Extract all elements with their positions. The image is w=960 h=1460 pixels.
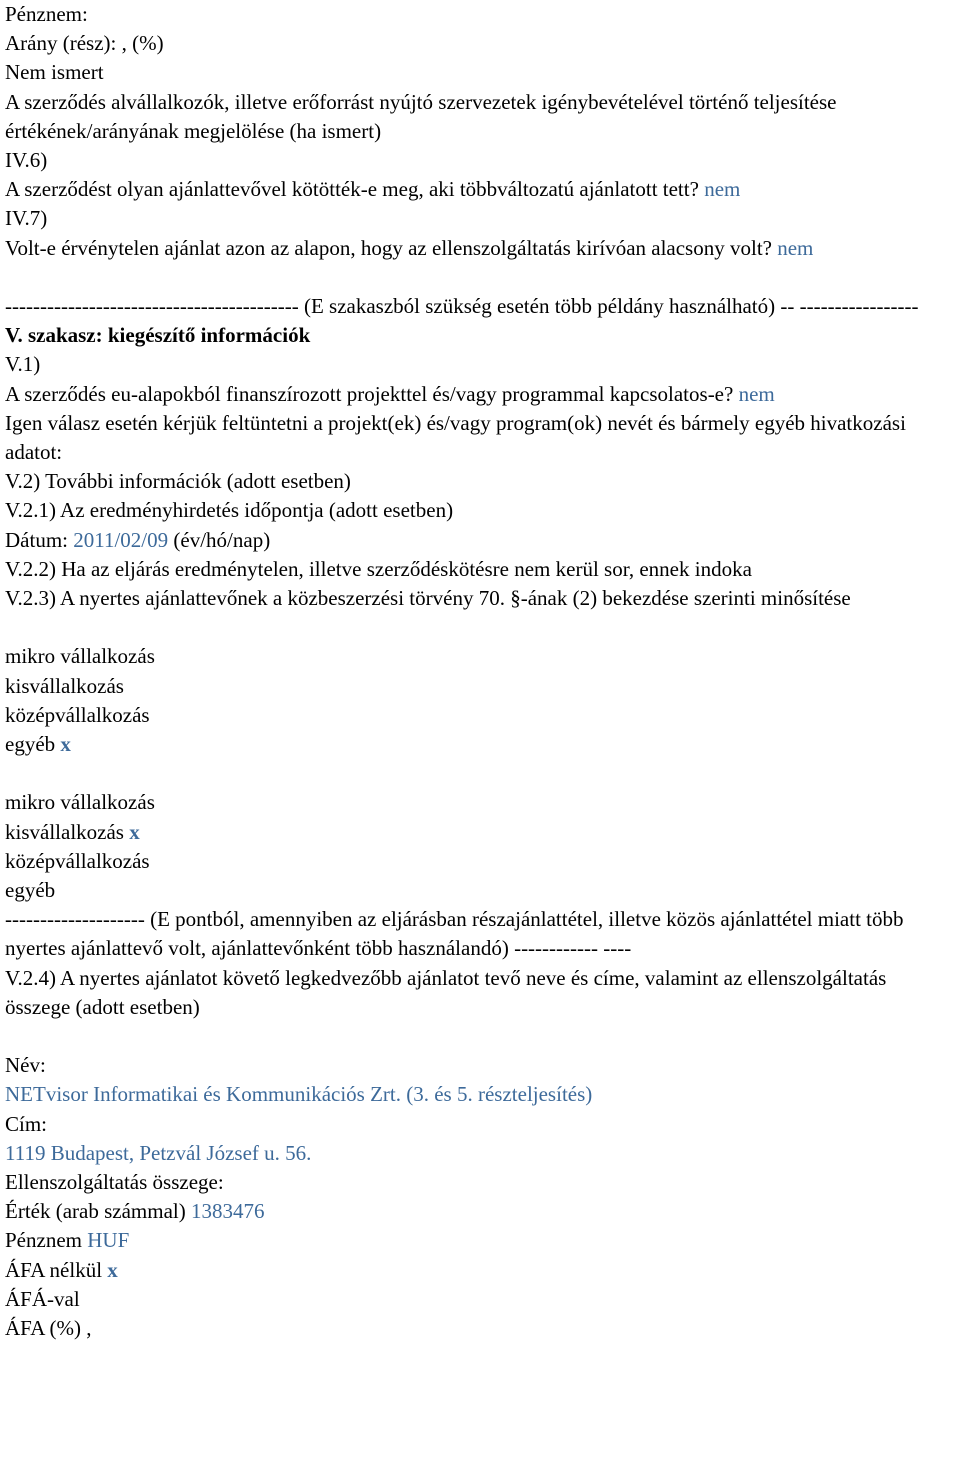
v1-answer: nem xyxy=(738,381,775,406)
vat-included-label: ÁFÁ-val xyxy=(5,1286,80,1311)
value-label: Érték (arab számmal) xyxy=(5,1199,186,1224)
iv7-answer: nem xyxy=(777,235,814,260)
date-value: 2011/02/09 xyxy=(73,527,169,552)
classification-group-2 xyxy=(5,788,954,905)
classification-item xyxy=(5,701,954,730)
classification-item xyxy=(5,818,954,847)
classification-group-1 xyxy=(5,642,954,759)
currency-value: HUF xyxy=(87,1228,130,1253)
classification-item xyxy=(5,847,954,876)
section-iv6-question xyxy=(5,175,954,204)
name-value: NETvisor Informatikai és Kommunikációs Zrt. (3. és 5. részteljesítés) xyxy=(5,1082,593,1107)
classification-label: egyéb xyxy=(5,732,56,757)
consideration-label: Ellenszolgáltatás összege: xyxy=(5,1170,224,1195)
section-v2-heading: V.2) További információk (adott esetben) xyxy=(5,469,351,494)
section-iv6-number: IV.6) xyxy=(5,148,48,173)
classification-label: középvállalkozás xyxy=(5,848,150,873)
spacer xyxy=(5,759,954,788)
name-label: Név: xyxy=(5,1053,46,1078)
classification-label: egyéb xyxy=(5,878,56,903)
section-v1-note: Igen válasz esetén kérjük feltüntetni a projekt(ek) és/vagy program(ok) nevét és bármely egyéb hivatkozási adatot: xyxy=(5,410,906,465)
classification-mark: x xyxy=(60,732,71,757)
separator-line-2: -------------------- (E pontból, amennyiben az eljárásban részajánlattétel, illetve közös ajánlattétel miatt több nyertes ajánlattevő volt, ajánlattevőnként több használandó) ------------ ---- xyxy=(5,907,904,961)
section-v1-question xyxy=(5,380,954,409)
share-ratio-label: Arány (rész): , (%) xyxy=(5,31,164,56)
classification-label: kisvállalkozás xyxy=(5,673,124,698)
vat-excluded-mark: x xyxy=(107,1257,118,1282)
spacer xyxy=(5,613,954,642)
currency-line xyxy=(5,1226,954,1255)
currency-label-top: Pénznem: xyxy=(5,2,88,26)
date-label: Dátum: xyxy=(5,527,68,552)
section-v1-number: V.1) xyxy=(5,352,41,377)
classification-item xyxy=(5,730,954,759)
classification-label: mikro vállalkozás xyxy=(5,644,155,669)
section-v-heading: V. szakasz: kiegészítő információk xyxy=(5,323,311,348)
vat-excluded-line xyxy=(5,1256,954,1285)
subcontractor-paragraph: A szerződés alvállalkozók, illetve erőforrást nyújtó szervezetek igénybevételével történő teljesítése értékének/arányának megjelölése (ha ismert) xyxy=(5,89,837,143)
date-line xyxy=(5,526,954,555)
value-amount: 1383476 xyxy=(191,1199,265,1224)
iv6-answer: nem xyxy=(704,177,741,202)
date-format: (év/hó/nap) xyxy=(173,527,271,552)
section-v23-heading: V.2.3) A nyertes ajánlattevőnek a közbeszerzési törvény 70. §-ának (2) bekezdése szerinti minősítése xyxy=(5,586,851,611)
classification-label: kisvállalkozás xyxy=(5,819,124,844)
spacer xyxy=(5,263,954,292)
address-label: Cím: xyxy=(5,1111,48,1136)
unknown-text: Nem ismert xyxy=(5,60,104,85)
section-v21-heading: V.2.1) Az eredményhirdetés időpontja (adott esetben) xyxy=(5,498,454,523)
vat-excluded-label: ÁFA nélkül xyxy=(5,1257,103,1282)
classification-mark: x xyxy=(129,819,140,844)
classification-label: mikro vállalkozás xyxy=(5,790,155,815)
v1-question-text: A szerződés eu-alapokból finanszírozott projekttel és/vagy programmal kapcsolatos-e? xyxy=(5,381,734,406)
iv6-question-text: A szerződést olyan ajánlattevővel kötötték-e meg, aki többváltozatú ajánlatott tett? xyxy=(5,177,699,202)
section-iv7-number: IV.7) xyxy=(5,206,48,231)
vat-percent-label: ÁFA (%) , xyxy=(5,1316,92,1341)
classification-item xyxy=(5,876,954,905)
section-v24-heading: V.2.4) A nyertes ajánlatot követő legkedvezőbb ajánlatot tevő neve és címe, valamint az ellenszolgáltatás összege (adott esetben) xyxy=(5,965,887,1019)
address-value: 1119 Budapest, Petzvál József u. 56. xyxy=(5,1140,312,1165)
iv7-question-text: Volt-e érvénytelen ajánlat azon az alapon, hogy az ellenszolgáltatás kirívóan alacsony volt? xyxy=(5,235,772,260)
separator-line-1: ------------------------------------------ (E szakaszból szükség esetén több példány használható) -- ----------------- xyxy=(5,294,919,319)
section-v22-heading: V.2.2) Ha az eljárás eredménytelen, illetve szerződéskötésre nem kerül sor, ennek indoka xyxy=(5,556,752,581)
classification-item xyxy=(5,788,954,817)
currency-label: Pénznem xyxy=(5,1228,82,1253)
classification-item xyxy=(5,672,954,701)
spacer xyxy=(5,1022,954,1051)
classification-item xyxy=(5,642,954,671)
value-line xyxy=(5,1197,954,1226)
classification-label: középvállalkozás xyxy=(5,702,150,727)
section-iv7-question xyxy=(5,234,954,263)
